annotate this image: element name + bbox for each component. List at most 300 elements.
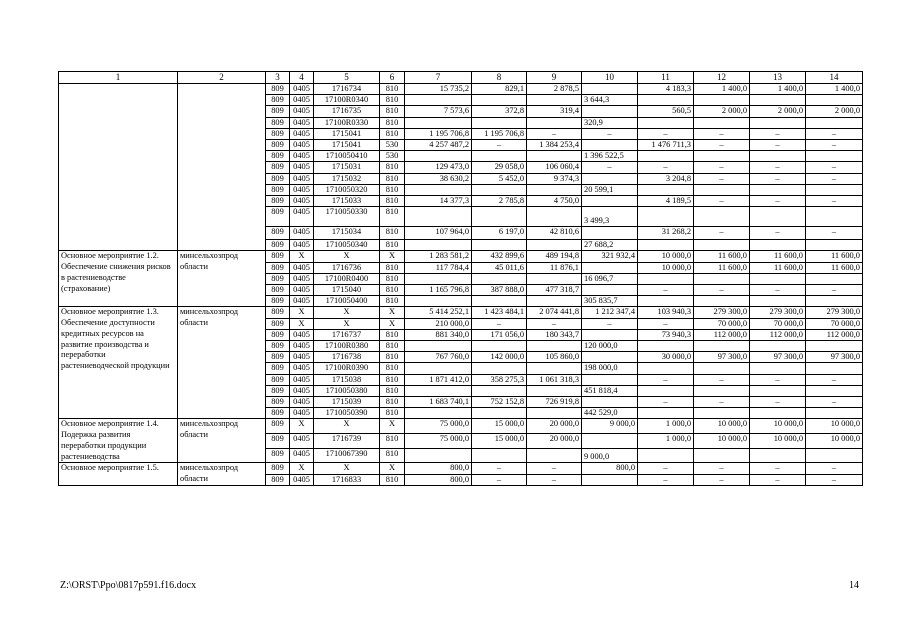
section-code-cell: 0405 (290, 385, 314, 396)
amount-cell: – (694, 173, 750, 184)
ministry-code-cell: 809 (266, 285, 290, 296)
amount-cell: 75 000,0 (405, 434, 472, 449)
amount-cell: 11 600,0 (750, 262, 806, 273)
amount-cell (638, 151, 694, 162)
amount-cell (405, 117, 472, 128)
amount-cell: 42 810,6 (527, 227, 582, 240)
amount-cell: – (694, 397, 750, 408)
activity-title: Основное мероприятие 1.2. Обеспечение снижения рисков в растениеводстве (страхование) (59, 251, 178, 307)
target-code-cell: 1710050330 (314, 207, 380, 227)
header-cell: 6 (380, 72, 405, 84)
amount-cell (694, 385, 750, 396)
amount-cell (694, 240, 750, 251)
amount-cell (582, 285, 638, 296)
amount-cell: 70 000,0 (694, 318, 750, 329)
amount-cell (750, 363, 806, 374)
expense-type-cell: 810 (380, 128, 405, 139)
amount-cell: 320,9 (582, 117, 638, 128)
amount-cell (806, 273, 863, 284)
amount-cell (750, 296, 806, 307)
amount-cell: 73 940,3 (638, 329, 694, 340)
executor-cell: минсельхозпрод области (178, 463, 266, 485)
amount-cell (750, 240, 806, 251)
amount-cell: 9 000,0 (582, 419, 638, 434)
amount-cell: – (750, 374, 806, 385)
section-code-cell: 0405 (290, 140, 314, 151)
amount-cell (806, 240, 863, 251)
amount-cell: 1 212 347,4 (582, 307, 638, 318)
section-code-cell: X (290, 307, 314, 318)
amount-cell (405, 207, 472, 227)
section-code-cell: 0405 (290, 196, 314, 207)
ministry-code-cell: 809 (266, 173, 290, 184)
amount-cell: – (750, 463, 806, 474)
amount-cell: – (806, 285, 863, 296)
amount-cell: 10 000,0 (638, 251, 694, 262)
amount-cell: 16 096,7 (582, 273, 638, 284)
amount-cell: – (694, 128, 750, 139)
amount-cell: 1 000,0 (638, 419, 694, 434)
amount-cell: 305 835,7 (582, 296, 638, 307)
amount-cell: – (750, 285, 806, 296)
target-code-cell: 1710050340 (314, 240, 380, 251)
amount-cell (405, 341, 472, 352)
amount-cell: – (527, 128, 582, 139)
amount-cell (638, 296, 694, 307)
amount-cell (694, 408, 750, 419)
amount-cell (638, 117, 694, 128)
amount-cell: 387 888,0 (472, 285, 527, 296)
expense-type-cell: 810 (380, 329, 405, 340)
section-code-cell: 0405 (290, 240, 314, 251)
amount-cell: – (638, 162, 694, 173)
ministry-code-cell: 809 (266, 196, 290, 207)
amount-cell (527, 273, 582, 284)
amount-cell: 112 000,0 (694, 329, 750, 340)
section-code-cell: 0405 (290, 434, 314, 449)
amount-cell: 2 878,5 (527, 84, 582, 95)
amount-cell (472, 184, 527, 195)
expense-type-cell: 810 (380, 207, 405, 227)
amount-cell (472, 408, 527, 419)
amount-cell (750, 95, 806, 106)
amount-cell: 9 374,3 (527, 173, 582, 184)
amount-cell (638, 385, 694, 396)
section-code-cell: 0405 (290, 285, 314, 296)
expense-type-cell: 810 (380, 106, 405, 117)
amount-cell: 829,1 (472, 84, 527, 95)
amount-cell (750, 273, 806, 284)
amount-cell (472, 363, 527, 374)
amount-cell: 15 000,0 (472, 434, 527, 449)
ministry-code-cell: 809 (266, 341, 290, 352)
amount-cell: 11 600,0 (694, 262, 750, 273)
ministry-code-cell: 809 (266, 128, 290, 139)
amount-cell: – (638, 397, 694, 408)
amount-cell: 442 529,0 (582, 408, 638, 419)
amount-cell: 29 058,0 (472, 162, 527, 173)
ministry-code-cell: 809 (266, 184, 290, 195)
ministry-code-cell: 809 (266, 227, 290, 240)
amount-cell: 1 165 796,8 (405, 285, 472, 296)
amount-cell: 5 414 252,1 (405, 307, 472, 318)
amount-cell: – (694, 227, 750, 240)
amount-cell (638, 341, 694, 352)
amount-cell: – (750, 162, 806, 173)
amount-cell: – (638, 285, 694, 296)
ministry-code-cell: 809 (266, 385, 290, 396)
amount-cell: – (806, 162, 863, 173)
amount-cell: – (472, 318, 527, 329)
amount-cell: 75 000,0 (405, 419, 472, 434)
amount-cell (582, 374, 638, 385)
amount-cell: 1 384 253,4 (527, 140, 582, 151)
amount-cell: 106 060,4 (527, 162, 582, 173)
amount-cell (582, 196, 638, 207)
ministry-code-cell: 809 (266, 273, 290, 284)
amount-cell: – (527, 474, 582, 485)
ministry-code-cell: 809 (266, 408, 290, 419)
amount-cell: 97 300,0 (694, 352, 750, 363)
expense-type-cell: 810 (380, 227, 405, 240)
amount-cell (405, 240, 472, 251)
amount-cell: – (750, 196, 806, 207)
amount-cell: 321 932,4 (582, 251, 638, 262)
ministry-code-cell: 809 (266, 140, 290, 151)
amount-cell: 20 599,1 (582, 184, 638, 195)
target-code-cell: 1716833 (314, 474, 380, 485)
expense-type-cell: 810 (380, 285, 405, 296)
amount-cell: – (806, 474, 863, 485)
amount-cell (472, 341, 527, 352)
table-row (59, 307, 863, 318)
section-code-cell: X (290, 419, 314, 434)
expense-type-cell: 810 (380, 385, 405, 396)
amount-cell: – (750, 474, 806, 485)
ministry-code-cell: 809 (266, 117, 290, 128)
amount-cell (638, 95, 694, 106)
amount-cell: – (694, 285, 750, 296)
target-code-cell: 1715040 (314, 285, 380, 296)
amount-cell (638, 240, 694, 251)
expense-type-cell: X (380, 318, 405, 329)
target-code-cell: 1710050380 (314, 385, 380, 396)
header-cell: 14 (806, 72, 863, 84)
expense-type-cell: 810 (380, 184, 405, 195)
target-code-cell: 1716739 (314, 434, 380, 449)
expense-type-cell: 810 (380, 474, 405, 485)
section-code-cell: 0405 (290, 173, 314, 184)
amount-cell: – (527, 318, 582, 329)
amount-cell: 279 300,0 (750, 307, 806, 318)
amount-cell (582, 84, 638, 95)
amount-cell: – (638, 128, 694, 139)
header-cell: 10 (582, 72, 638, 84)
header-cell: 3 (266, 72, 290, 84)
expense-type-cell: 810 (380, 434, 405, 449)
ministry-code-cell: 809 (266, 419, 290, 434)
target-code-cell: X (314, 307, 380, 318)
amount-cell (472, 448, 527, 463)
blank-cell (178, 84, 266, 251)
activity-title: Основное мероприятие 1.5. (59, 463, 178, 485)
amount-cell: – (694, 474, 750, 485)
section-code-cell: 0405 (290, 84, 314, 95)
amount-cell: – (694, 140, 750, 151)
footer-file-path: Z:\ORST\Ppo\0817p591.f16.docx (60, 580, 197, 591)
amount-cell: – (806, 196, 863, 207)
amount-cell (582, 173, 638, 184)
section-code-cell: 0405 (290, 106, 314, 117)
target-code-cell: 1715031 (314, 162, 380, 173)
amount-cell: – (472, 463, 527, 474)
ministry-code-cell: 809 (266, 84, 290, 95)
amount-cell: 1 283 581,2 (405, 251, 472, 262)
amount-cell (694, 207, 750, 227)
expense-type-cell: X (380, 251, 405, 262)
amount-cell: 10 000,0 (750, 434, 806, 449)
amount-cell: 1 195 706,8 (405, 128, 472, 139)
amount-cell (694, 184, 750, 195)
amount-cell (405, 408, 472, 419)
activity-title: Основное мероприятие 1.3. Обеспечение доступности кредитных ресурсов на развитие производства и переработки растениеводческой продукции (59, 307, 178, 419)
ministry-code-cell: 809 (266, 95, 290, 106)
amount-cell: 117 784,4 (405, 262, 472, 273)
amount-cell (472, 296, 527, 307)
amount-cell (638, 273, 694, 284)
amount-cell: 27 688,2 (582, 240, 638, 251)
amount-cell: 1 423 484,1 (472, 307, 527, 318)
amount-cell (694, 363, 750, 374)
amount-cell: 10 000,0 (694, 434, 750, 449)
target-code-cell: X (314, 463, 380, 474)
amount-cell (750, 151, 806, 162)
amount-cell: 5 452,0 (472, 173, 527, 184)
ministry-code-cell: 809 (266, 352, 290, 363)
amount-cell (582, 106, 638, 117)
section-code-cell: 0405 (290, 329, 314, 340)
target-code-cell: 1716738 (314, 352, 380, 363)
amount-cell (582, 434, 638, 449)
amount-cell: 45 011,6 (472, 262, 527, 273)
amount-cell: – (806, 397, 863, 408)
ministry-code-cell: 809 (266, 329, 290, 340)
amount-cell: 15 735,2 (405, 84, 472, 95)
expense-type-cell: 810 (380, 352, 405, 363)
section-code-cell: 0405 (290, 448, 314, 463)
amount-cell: 142 000,0 (472, 352, 527, 363)
ministry-code-cell: 809 (266, 318, 290, 329)
amount-cell (806, 95, 863, 106)
table-row (59, 84, 863, 95)
amount-cell: 800,0 (405, 463, 472, 474)
amount-cell: – (806, 128, 863, 139)
amount-cell: 1 871 412,0 (405, 374, 472, 385)
budget-table (58, 71, 863, 486)
section-code-cell: X (290, 463, 314, 474)
amount-cell (750, 385, 806, 396)
amount-cell: 3 499,3 (582, 207, 638, 227)
ministry-code-cell: 809 (266, 240, 290, 251)
amount-cell (405, 363, 472, 374)
ministry-code-cell: 809 (266, 296, 290, 307)
section-code-cell: 0405 (290, 374, 314, 385)
amount-cell: 11 600,0 (806, 262, 863, 273)
amount-cell: 129 473,0 (405, 162, 472, 173)
expense-type-cell: 810 (380, 408, 405, 419)
amount-cell (582, 352, 638, 363)
amount-cell (638, 363, 694, 374)
amount-cell: 20 000,0 (527, 434, 582, 449)
amount-cell (472, 207, 527, 227)
section-code-cell: 0405 (290, 128, 314, 139)
amount-cell: 432 899,6 (472, 251, 527, 262)
amount-cell (582, 329, 638, 340)
amount-cell: 11 600,0 (806, 251, 863, 262)
amount-cell: 560,5 (638, 106, 694, 117)
amount-cell (806, 448, 863, 463)
section-code-cell: 0405 (290, 184, 314, 195)
amount-cell: 767 760,0 (405, 352, 472, 363)
section-code-cell: 0405 (290, 397, 314, 408)
expense-type-cell: 810 (380, 374, 405, 385)
section-code-cell: 0405 (290, 341, 314, 352)
amount-cell: 38 630,2 (405, 173, 472, 184)
expense-type-cell: 810 (380, 173, 405, 184)
amount-cell: 726 919,8 (527, 397, 582, 408)
amount-cell (527, 296, 582, 307)
amount-cell: 2 000,0 (806, 106, 863, 117)
amount-cell: 4 257 487,2 (405, 140, 472, 151)
target-code-cell: 1710050320 (314, 184, 380, 195)
amount-cell (527, 341, 582, 352)
amount-cell: 1 400,0 (750, 84, 806, 95)
expense-type-cell: 530 (380, 151, 405, 162)
amount-cell (750, 448, 806, 463)
amount-cell: 2 785,8 (472, 196, 527, 207)
target-code-cell: X (314, 251, 380, 262)
ministry-code-cell: 809 (266, 162, 290, 173)
expense-type-cell: X (380, 307, 405, 318)
amount-cell: 2 000,0 (694, 106, 750, 117)
header-cell: 13 (750, 72, 806, 84)
expense-type-cell: 810 (380, 95, 405, 106)
amount-cell: 97 300,0 (806, 352, 863, 363)
ministry-code-cell: 809 (266, 363, 290, 374)
amount-cell: – (750, 227, 806, 240)
ministry-code-cell: 809 (266, 374, 290, 385)
amount-cell (638, 184, 694, 195)
amount-cell: 105 860,0 (527, 352, 582, 363)
ministry-code-cell: 809 (266, 151, 290, 162)
amount-cell (405, 184, 472, 195)
amount-cell: 107 964,0 (405, 227, 472, 240)
target-code-cell: 1716734 (314, 84, 380, 95)
amount-cell: 1 400,0 (694, 84, 750, 95)
amount-cell (750, 408, 806, 419)
section-code-cell: 0405 (290, 227, 314, 240)
expense-type-cell: 810 (380, 196, 405, 207)
expense-type-cell: 810 (380, 341, 405, 352)
header-cell: 9 (527, 72, 582, 84)
header-row (59, 72, 863, 84)
amount-cell (527, 151, 582, 162)
section-code-cell: 0405 (290, 262, 314, 273)
amount-cell (527, 408, 582, 419)
amount-cell (638, 448, 694, 463)
executor-cell: минсельхозпрод области (178, 251, 266, 307)
amount-cell (750, 341, 806, 352)
amount-cell: 4 183,3 (638, 84, 694, 95)
amount-cell (806, 151, 863, 162)
section-code-cell: 0405 (290, 273, 314, 284)
amount-cell (527, 184, 582, 195)
amount-cell: – (750, 397, 806, 408)
amount-cell (694, 151, 750, 162)
amount-cell: 210 000,0 (405, 318, 472, 329)
amount-cell: 10 000,0 (750, 419, 806, 434)
amount-cell: 489 194,8 (527, 251, 582, 262)
target-code-cell: 17100R0390 (314, 363, 380, 374)
amount-cell: 4 750,0 (527, 196, 582, 207)
amount-cell: – (582, 128, 638, 139)
amount-cell: 70 000,0 (806, 318, 863, 329)
amount-cell (806, 296, 863, 307)
amount-cell (472, 151, 527, 162)
section-code-cell: 0405 (290, 363, 314, 374)
target-code-cell: 1716736 (314, 262, 380, 273)
target-code-cell: 1710067390 (314, 448, 380, 463)
amount-cell: 1 476 711,3 (638, 140, 694, 151)
amount-cell: 2 074 441,8 (527, 307, 582, 318)
amount-cell (806, 117, 863, 128)
ministry-code-cell: 809 (266, 448, 290, 463)
target-code-cell: X (314, 318, 380, 329)
amount-cell (405, 448, 472, 463)
amount-cell (405, 385, 472, 396)
amount-cell: 15 000,0 (472, 419, 527, 434)
amount-cell: 70 000,0 (750, 318, 806, 329)
amount-cell (527, 240, 582, 251)
section-code-cell: 0405 (290, 151, 314, 162)
amount-cell: – (638, 474, 694, 485)
header-cell: 1 (59, 72, 178, 84)
expense-type-cell: 810 (380, 240, 405, 251)
amount-cell (806, 341, 863, 352)
target-code-cell: 1715033 (314, 196, 380, 207)
amount-cell: 1 061 318,3 (527, 374, 582, 385)
amount-cell: 279 300,0 (694, 307, 750, 318)
ministry-code-cell: 809 (266, 307, 290, 318)
amount-cell: – (582, 162, 638, 173)
amount-cell: 358 275,3 (472, 374, 527, 385)
amount-cell: 97 300,0 (750, 352, 806, 363)
amount-cell (582, 474, 638, 485)
expense-type-cell: 810 (380, 262, 405, 273)
amount-cell: – (694, 162, 750, 173)
ministry-code-cell: 809 (266, 251, 290, 262)
target-code-cell: 1710050400 (314, 296, 380, 307)
amount-cell: 1 400,0 (806, 84, 863, 95)
expense-type-cell: 810 (380, 397, 405, 408)
amount-cell (405, 296, 472, 307)
expense-type-cell: X (380, 463, 405, 474)
amount-cell: 11 600,0 (750, 251, 806, 262)
ministry-code-cell: 809 (266, 474, 290, 485)
amount-cell (638, 207, 694, 227)
amount-cell: 10 000,0 (694, 419, 750, 434)
amount-cell: 112 000,0 (750, 329, 806, 340)
